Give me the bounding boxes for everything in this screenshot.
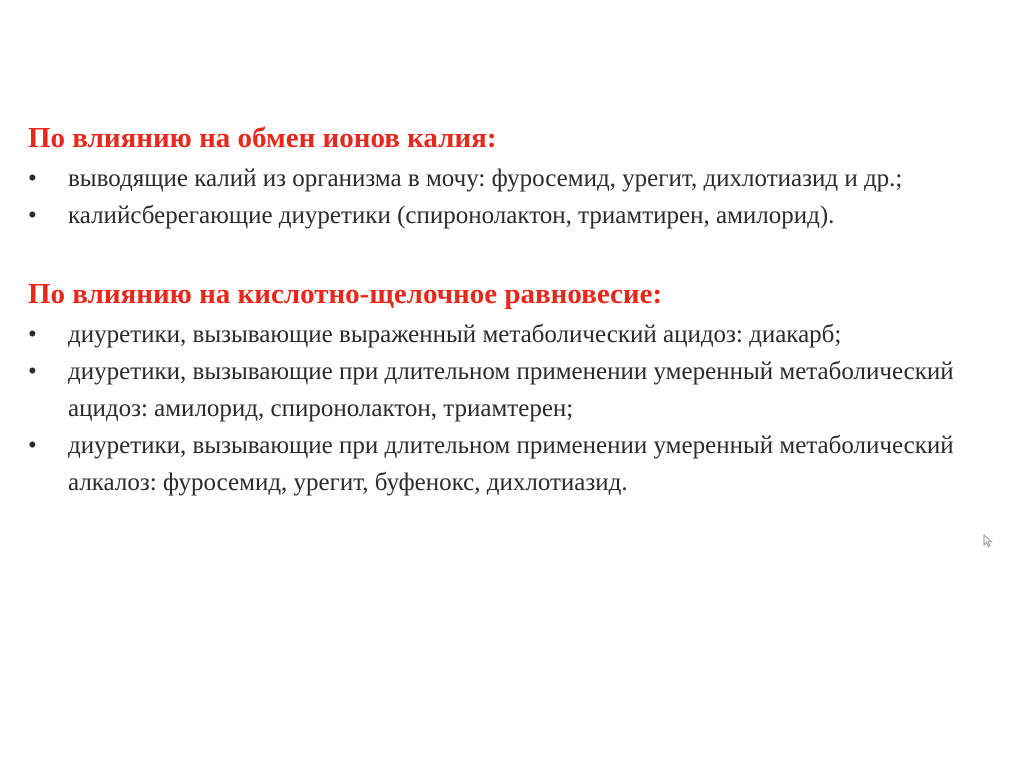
slide-content bbox=[28, 118, 1013, 501]
bullet-list bbox=[28, 316, 1013, 501]
list-item bbox=[28, 316, 1013, 353]
bullet-list bbox=[28, 160, 1013, 234]
section-heading: По влиянию на кислотно-щелочное равновесие: bbox=[28, 278, 663, 310]
bullet-marker: • bbox=[28, 202, 37, 229]
list-item-text: диуретики, вызывающие при длительном применении умеренный метаболический ацидоз: амилорид, спиронолактон, триамтерен; bbox=[68, 358, 954, 422]
section-potassium bbox=[28, 118, 1013, 234]
list-item-text: калийсберегающие диуретики (спиронолактон, триамтирен, амилорид). bbox=[68, 202, 835, 229]
section-heading: По влиянию на обмен ионов калия: bbox=[28, 122, 497, 154]
list-item bbox=[28, 427, 1013, 501]
list-item-text: диуретики, вызывающие выраженный метаболический ацидоз: диакарб; bbox=[68, 321, 842, 348]
section-acid-base bbox=[28, 274, 1013, 501]
bullet-marker: • bbox=[28, 321, 37, 348]
bullet-marker: • bbox=[28, 432, 37, 459]
list-item-text: диуретики, вызывающие при длительном применении умеренный метаболический алкалоз: фуросемид, урегит, буфенокс, дихлотиазид. bbox=[68, 432, 954, 496]
list-item bbox=[28, 160, 1013, 197]
list-item bbox=[28, 197, 1013, 234]
bullet-marker: • bbox=[28, 165, 37, 192]
list-item bbox=[28, 353, 1013, 427]
list-item-text: выводящие калий из организма в мочу: фуросемид, урегит, дихлотиазид и др.; bbox=[68, 165, 903, 192]
mouse-pointer-icon bbox=[983, 534, 993, 547]
bullet-marker: • bbox=[28, 358, 37, 385]
